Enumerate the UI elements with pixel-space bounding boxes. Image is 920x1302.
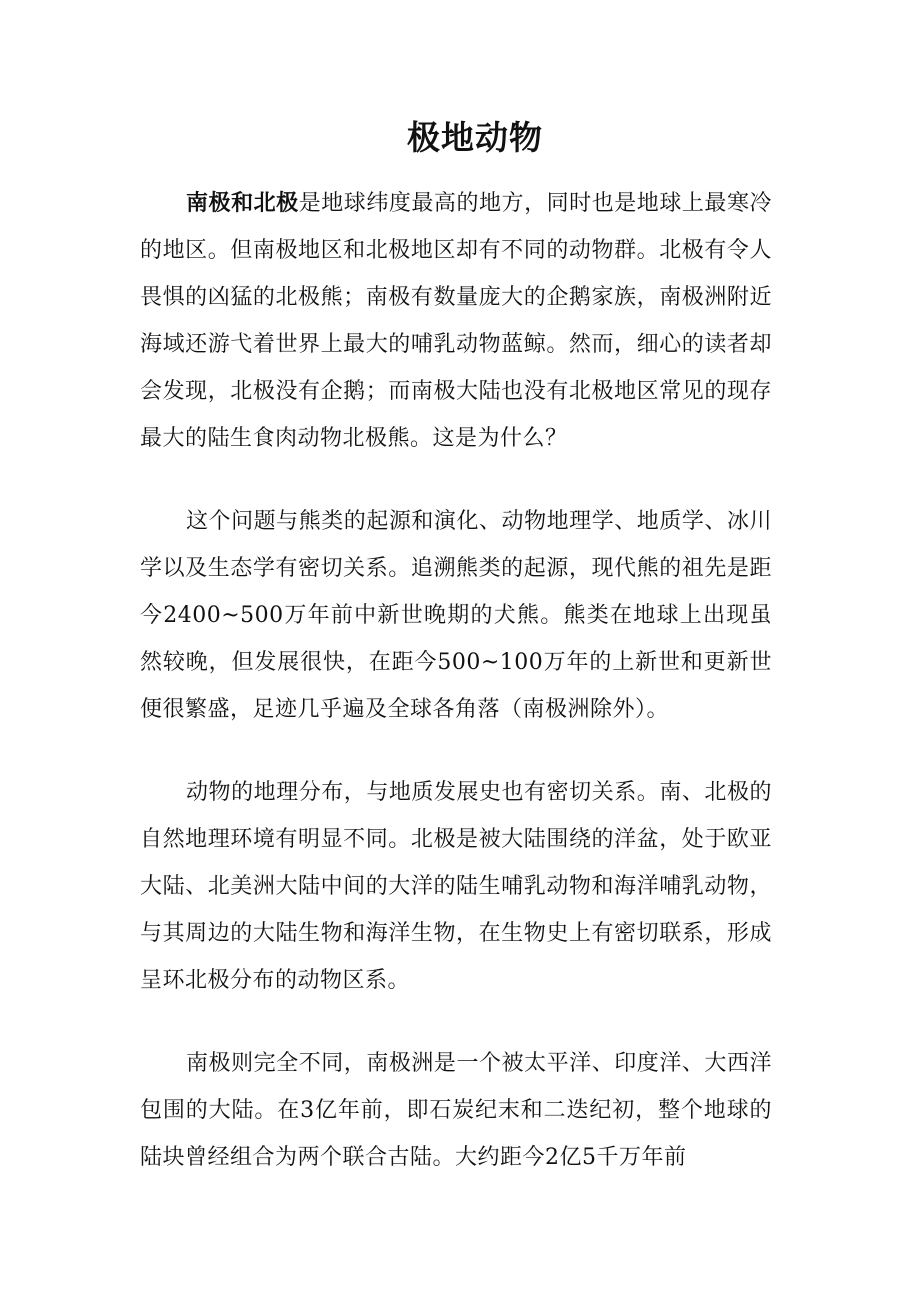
paragraph-4 bbox=[140, 1040, 772, 1181]
paragraph-1 bbox=[140, 180, 772, 462]
paragraph-3 bbox=[140, 769, 772, 1004]
paragraph-4-text: 南极则完全不同，南极洲是一个被太平洋、印度洋、大西洋包围的大陆。在3亿年前，即石炭纪末和二迭纪初，整个地球的陆块曾经组合为两个联合古陆。大约距今2亿5千万年前 bbox=[140, 1051, 772, 1170]
page-title: 极地动物 bbox=[407, 118, 543, 157]
paragraph-1-text: 是地球纬度最高的地方，同时也是地球上最寒冷的地区。但南极地区和北极地区却有不同的动物群。北极有令人畏惧的凶猛的北极熊；南极有数量庞大的企鹅家族，南极洲附近海域还游弋着世界上最大的哺乳动物蓝鲸。然而，细心的读者却会发现，北极没有企鹅；而南极大陆也没有北极地区常见的现存最大的陆生食肉动物北极熊。这是为什么？ bbox=[140, 191, 772, 451]
paragraph-3-text: 动物的地理分布，与地质发展史也有密切关系。南、北极的自然地理环境有明显不同。北极是被大陆围绕的洋盆，处于欧亚大陆、北美洲大陆中间的大洋的陆生哺乳动物和海洋哺乳动物，与其周边的大陆生物和海洋生物，在生物史上有密切联系，形成呈环北极分布的动物区系。 bbox=[140, 780, 772, 993]
paragraph-2-text: 这个问题与熊类的起源和演化、动物地理学、地质学、冰川学以及生态学有密切关系。追溯熊类的起源，现代熊的祖先是距今2400~500万年前中新世晚期的犬熊。熊类在地球上出现虽然较晚，但发展很快，在距今500~100万年的上新世和更新世便很繁盛，足迹几乎遍及全球各角落（南极洲除外）。 bbox=[140, 509, 772, 722]
paragraph-1-lead: 南极和北极 bbox=[186, 190, 299, 216]
document-body bbox=[140, 180, 772, 1217]
paragraph-2 bbox=[140, 498, 772, 733]
